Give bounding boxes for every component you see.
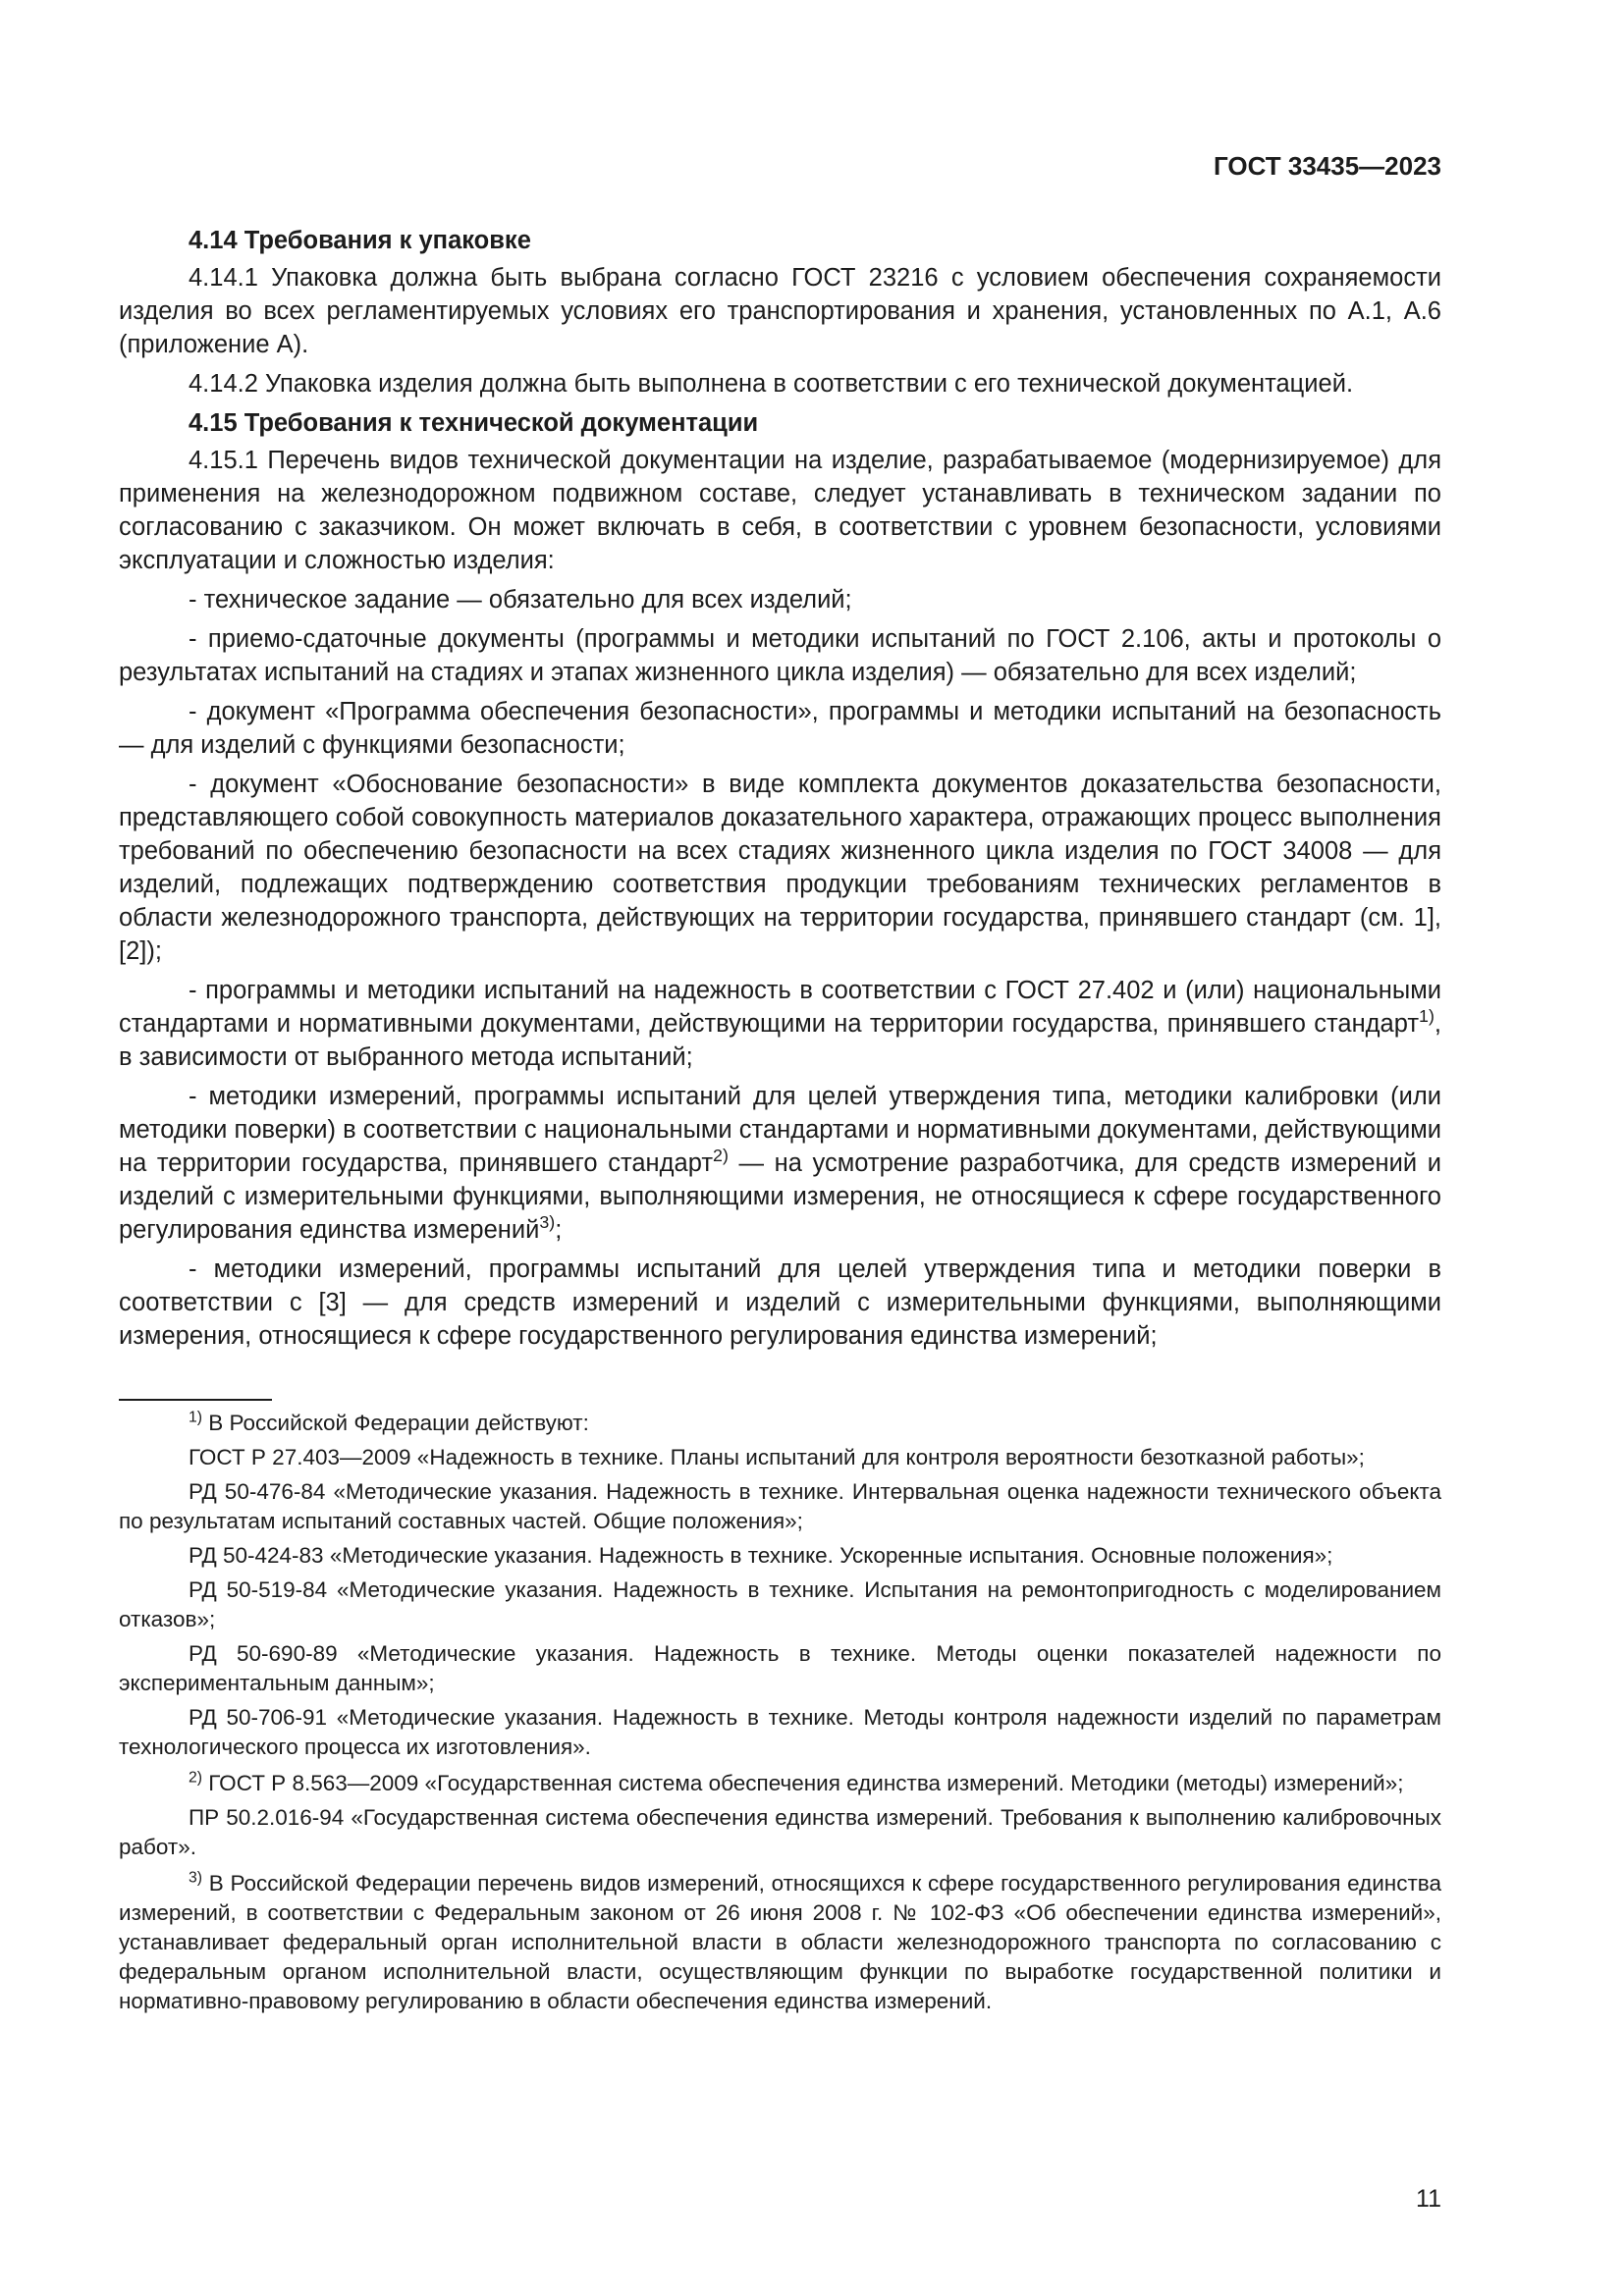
list-item-text: - методики измерений, программы испытаний для целей утверждения типа, методики калибровки (или методики поверки) в соответствии с национальными стандартами и нормативными документами, действующими на территории государства, принявшего стандарт (119, 1083, 1441, 1177)
footnote-separator (119, 1399, 272, 1401)
paragraph-4-14-2: 4.14.2 Упаковка изделия должна быть выполнена в соответствии с его технической документацией. (189, 370, 1354, 398)
footnote-mark: 1) (189, 1409, 203, 1426)
footnote-item: РД 50-706-91 «Методические указания. Надежность в технике. Методы контроля надежности изделий по параметрам технологического процесса их изготовления». (119, 1705, 1441, 1759)
footnote-2 (119, 1769, 1441, 1798)
section-heading-4-15: 4.15 Требования к технической документации (189, 409, 759, 437)
footnote-reference: 2) (713, 1146, 729, 1166)
footnote-text: ГОСТ Р 8.563—2009 «Государственная система обеспечения единства измерений. Методики (методы) измерений»; (202, 1771, 1404, 1795)
footnote-item: РД 50-690-89 «Методические указания. Надежность в технике. Методы оценки показателей надежности по экспериментальным данным»; (119, 1641, 1441, 1695)
page-number: 11 (1416, 2185, 1441, 2213)
list-item-text: ; (555, 1216, 563, 1244)
footnotes (119, 1409, 1441, 2021)
footnote-1 (119, 1409, 1441, 1438)
paragraph-4-14-1: 4.14.1 Упаковка должна быть выбрана согласно ГОСТ 23216 с условием обеспечения сохраняемости изделия во всех регламентируемых условиях его транспортирования и хранения, установленных по А.1, А.6 (приложение А). (119, 264, 1441, 358)
footnote-text: В Российской Федерации перечень видов измерений, относящихся к сфере государственного регулирования единства измерений, в соответствии с Федеральным законом от 26 июня 2008 г. № 102-ФЗ «Об обеспечении единства измерений», устанавливает федеральный орган исполнительной власти в области железнодорожного транспорта по согласованию с федеральным органом исполнительной власти, осуществляющим функции по выработке государственной политики и нормативно-правовому регулированию в области обеспечения единства измерений. (119, 1871, 1441, 2013)
document-header-designation: ГОСТ 33435—2023 (1214, 151, 1441, 181)
list-item-text: - программы и методики испытаний на надежность в соответствии с ГОСТ 27.402 и (или) национальными стандартами и нормативными документами, действующими на территории государства, принявшего стандарт (119, 977, 1441, 1038)
footnote-reference: 3) (539, 1212, 556, 1233)
footnote-mark: 2) (189, 1769, 203, 1787)
list-item (119, 1080, 1441, 1247)
footnote-item: РД 50-519-84 «Методические указания. Надежность в технике. Испытания на ремонтопригодность с моделированием отказов»; (119, 1577, 1441, 1631)
footnote-reference: 1) (1419, 1006, 1435, 1027)
footnote-item: ПР 50.2.016-94 «Государственная система обеспечения единства измерений. Требования к выполнению калибровочных работ». (119, 1805, 1441, 1859)
list-item: - методики измерений, программы испытаний для целей утверждения типа и методики поверки в соответствии с [3] — для средств измерений и изделий с измерительными функциями, выполняющими измерения, относящиеся к сфере государственного регулирования единства измерений; (119, 1255, 1441, 1350)
list-item: - документ «Программа обеспечения безопасности», программы и методики испытаний на безопасность — для изделий с функциями безопасности; (119, 698, 1441, 759)
footnote-mark: 3) (189, 1869, 203, 1887)
footnote-item: РД 50-476-84 «Методические указания. Надежность в технике. Интервальная оценка надежности технического объекта по результатам испытаний составных частей. Общие положения»; (119, 1479, 1441, 1533)
paragraph-4-15-1: 4.15.1 Перечень видов технической документации на изделие, разрабатываемое (модернизируемое) для применения на железнодорожном подвижном составе, следует устанавливать в техническом задании по согласованию с заказчиком. Он может включать в себя, в соответствии с уровнем безопасности, условиями эксплуатации и сложностью изделия: (119, 447, 1441, 574)
footnote-item: ГОСТ Р 27.403—2009 «Надежность в технике. Планы испытаний для контроля вероятности безотказной работы»; (189, 1445, 1365, 1469)
section-heading-4-14: 4.14 Требования к упаковке (189, 227, 531, 254)
footnote-text: В Российской Федерации действуют: (202, 1411, 589, 1435)
list-item-text: , в зависимости от выбранного метода испытаний; (119, 1010, 1441, 1071)
list-item: - документ «Обоснование безопасности» в виде комплекта документов доказательства безопасности, представляющего собой совокупность материалов доказательного характера, отражающих процесс выполнения требований по обеспечению безопасности на всех стадиях жизненного цикла изделия по ГОСТ 34008 — для изделий, подлежащих подтверждению соответствия продукции требованиям технических регламентов в области железнодорожного транспорта, действующих на территории государства, принявшего стандарт (см. 1], [2]); (119, 771, 1441, 965)
main-text (119, 224, 1441, 1359)
list-item: - техническое задание — обязательно для всех изделий; (189, 586, 852, 614)
footnote-item: РД 50-424-83 «Методические указания. Надежность в технике. Ускоренные испытания. Основные положения»; (189, 1543, 1333, 1568)
list-item: - приемо-сдаточные документы (программы и методики испытаний по ГОСТ 2.106, акты и протоколы о результатах испытаний на стадиях и этапах жизненного цикла изделия) — обязательно для всех изделий; (119, 625, 1441, 686)
list-item (119, 974, 1441, 1074)
list-item-text: — на усмотрение разработчика, для средств измерений и изделий с измерительными функциями, выполняющими измерения, не относящиеся к сфере государственного регулирования единства измерений (119, 1149, 1442, 1244)
footnote-3 (119, 1869, 1441, 2016)
